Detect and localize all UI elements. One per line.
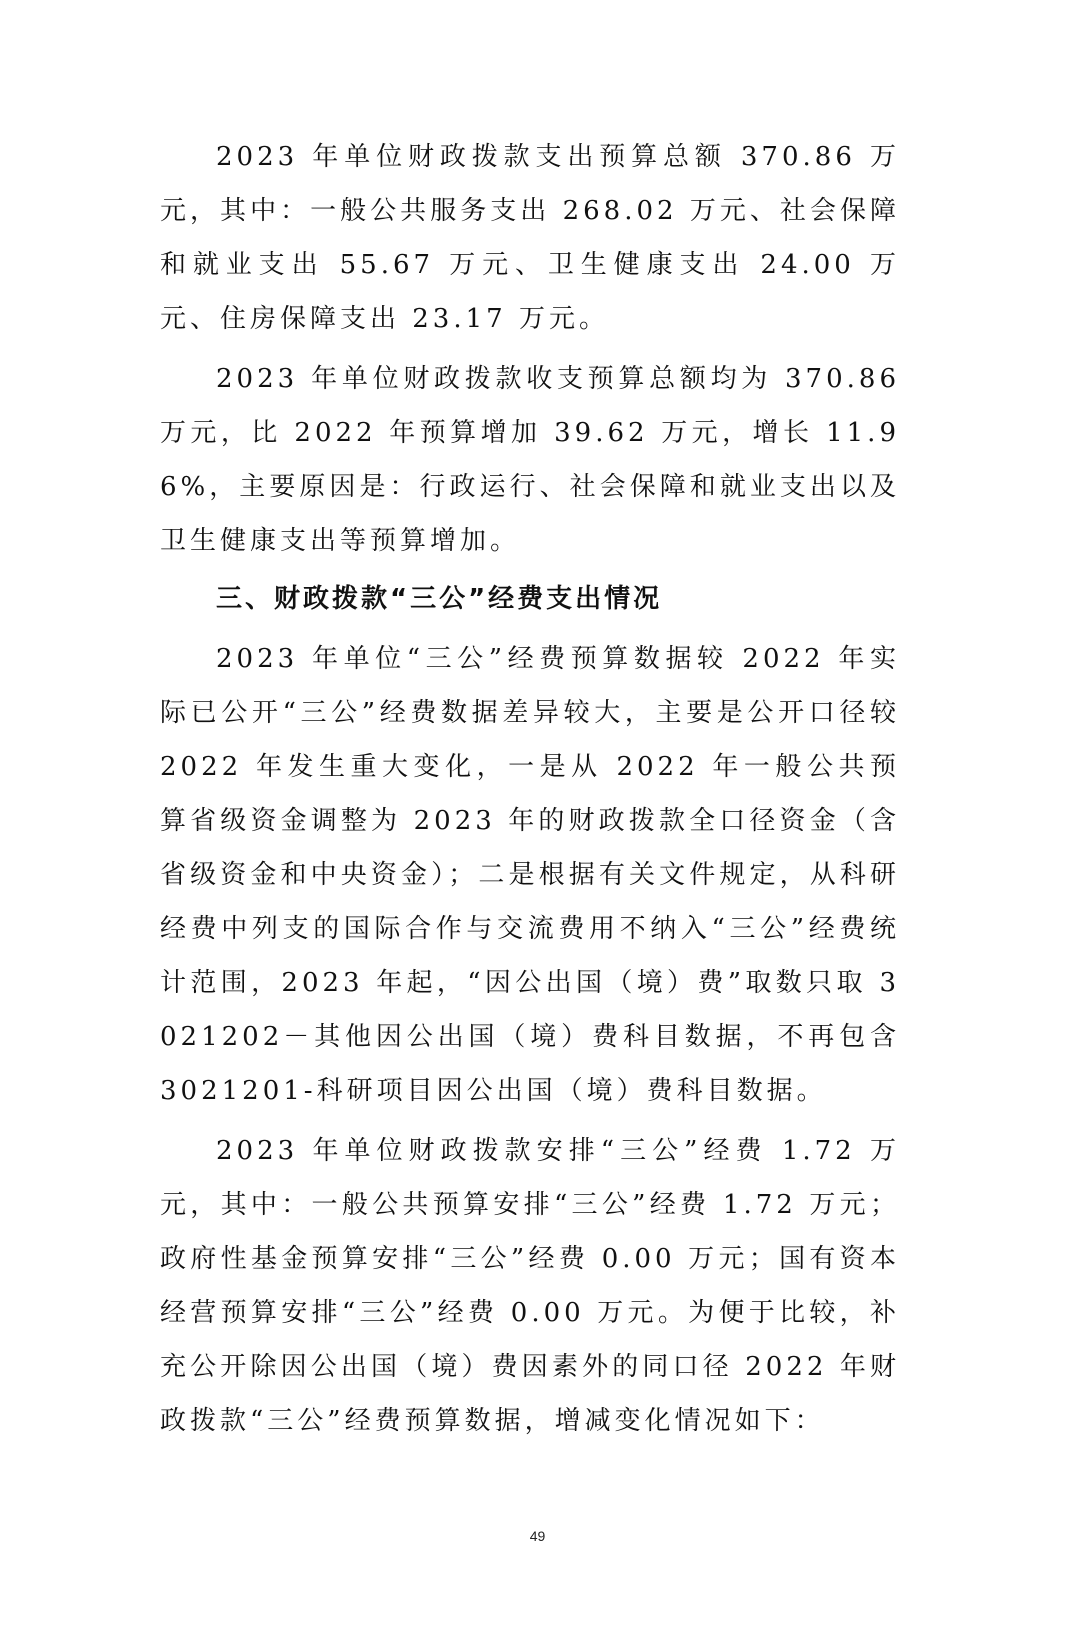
section-heading-three-public-expenses: 三、财政拨款“三公”经费支出情况 bbox=[216, 584, 663, 614]
paragraph-expenditure-budget: 2023 年单位财政拨款支出预算总额 370.86 万元，其中：一般公共服务支出 268.02 万元、社会保障和就业支出 55.67 万元、卫生健康支出 24.00 万元、住房保障支出 23.17 万元。 bbox=[160, 142, 900, 334]
paragraph-scope-change: 2023 年单位“三公”经费预算数据较 2022 年实际已公开“三公”经费数据差异较大，主要是公开口径较 2022 年发生重大变化，一是从 2022 年一般公共预算省级资金调整为 2023 年的财政拨款全口径资金（含省级资金和中央资金）；二是根据有关文件规定，从科研经费中列支的国际合作与交流费用不纳入“三公”经费统计范围，2023 年起，“因公出国（境）费”取数只取 3021202－其他因公出国（境）费科目数据，不再包含 3021201-科研项目因公出国（境）费科目数据。 bbox=[160, 644, 900, 1106]
paragraph-budget-comparison: 2023 年单位财政拨款收支预算总额均为 370.86 万元，比 2022 年预算增加 39.62 万元，增长 11.96%，主要原因是：行政运行、社会保障和就业支出以及卫生健康支出等预算增加。 bbox=[160, 364, 900, 556]
paragraph-three-public-allocation: 2023 年单位财政拨款安排“三公”经费 1.72 万元，其中：一般公共预算安排“三公”经费 1.72 万元；政府性基金预算安排“三公”经费 0.00 万元；国有资本经营预算安排“三公”经费 0.00 万元。为便于比较，补充公开除因公出国（境）费因素外的同口径 2022 年财政拨款“三公”经费预算数据，增减变化情况如下： bbox=[160, 1136, 900, 1436]
document-body bbox=[160, 130, 900, 1448]
page-number: 49 bbox=[529, 1528, 546, 1544]
